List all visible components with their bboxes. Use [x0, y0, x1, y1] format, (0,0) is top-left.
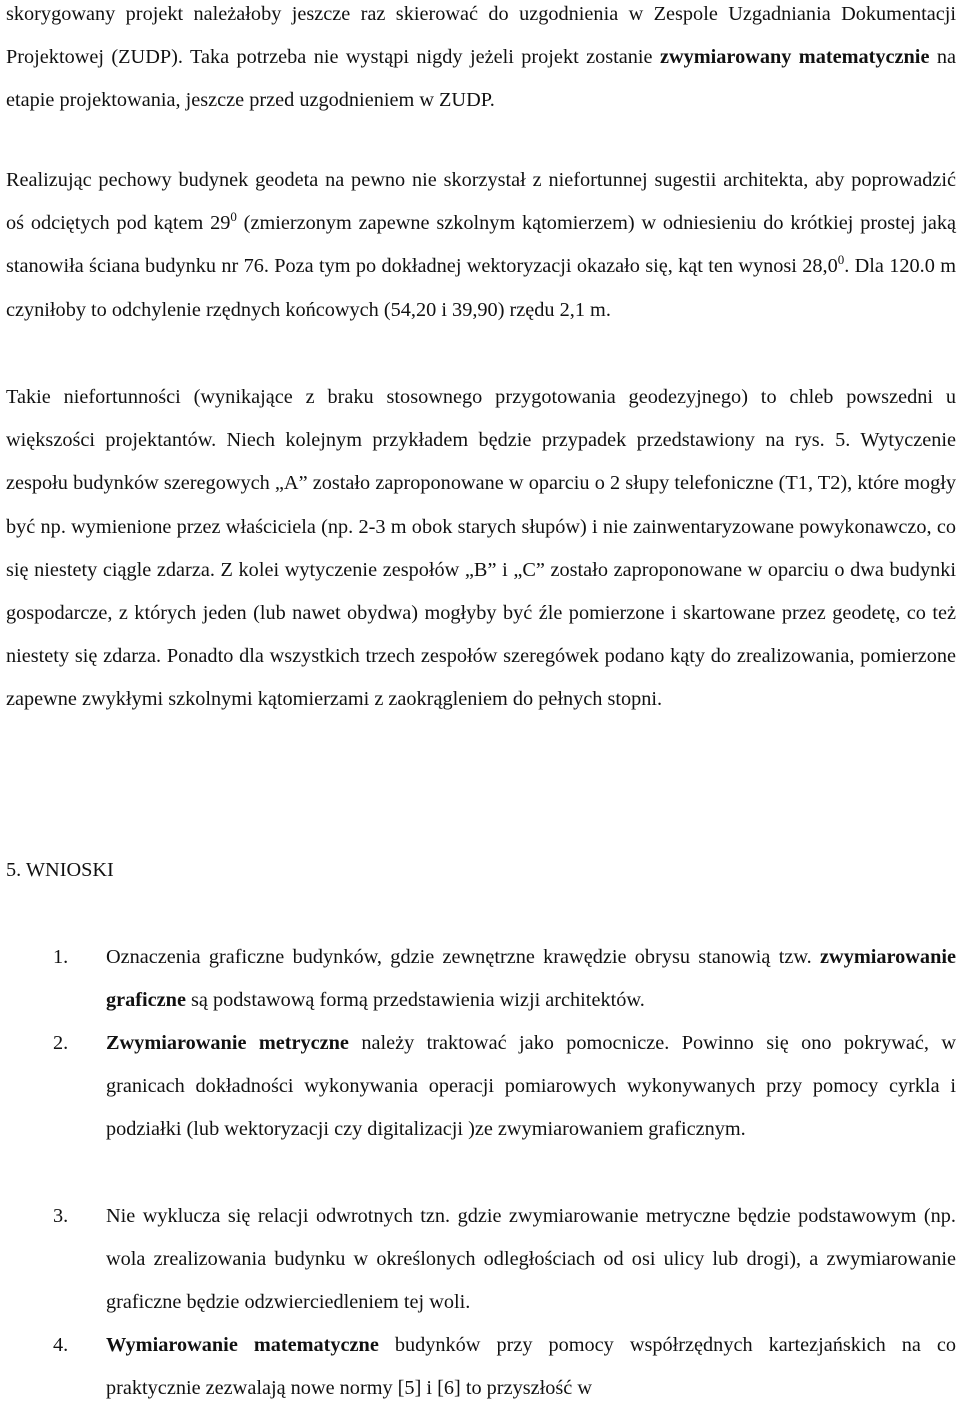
text-span: . Dla 120.0 m czyniłoby to odchylenie rzędnych końcowych (54,20 i 39,90) rzędu 2,1 m.: [6, 255, 956, 321]
conclusions-list: [0, 936, 960, 1410]
list-item: [0, 1022, 960, 1195]
text-span: Nie wyklucza się relacji odwrotnych tzn. gdzie zwymiarowanie metryczne będzie podstawowym (np. wola zrealizowania budynku w określonych odległościach od osi ulicy lub drogi), a zwymiarowanie graficzne będzie odzwierciedleniem tej woli.: [106, 1205, 956, 1314]
paragraph-zudp: [6, 0, 956, 123]
text-span: są podstawową formą przedstawienia wizji architektów.: [185, 989, 645, 1012]
list-item: [0, 936, 960, 1022]
bold-term: Wymiarowanie matematyczne: [106, 1334, 379, 1356]
list-item-number: 4.: [53, 1334, 69, 1356]
list-item-number: 2.: [53, 1032, 69, 1054]
text-span: skorygowany projekt należałoby jeszcze raz skierować do uzgodnienia w Zespole Uzgadniania Dokumentacji Projektowej (ZUDP). Taka potrzeba nie wystąpi nigdy jeżeli projekt zostanie: [6, 3, 956, 69]
text-span: budynków przy pomocy współrzędnych kartezjańskich na co praktycznie zezwalają nowe normy [5] i [6] to przyszłość w: [106, 1334, 956, 1400]
list-item: [0, 1324, 960, 1410]
bold-term: zwymiarowany matematycznie: [659, 46, 930, 69]
paragraph-misfortunes: Takie niefortunności (wynikające z braku stosownego przygotowania geodezyjnego) to chleb powszedni u większości projektantów. Niech kolejnym przykładem będzie przypadek przedstawiony na rys. 5. Wytyczenie zespołu budynków szeregowych „A” zostało zaproponowane w oparciu o 2 słupy telefoniczne (T1, T2), które mogły być np. wymienione przez właściciela (np. 2-3 m obok starych słupów) i nie zainwentaryzowane powykonawczo, co się niestety ciągle zdarza. Z kolei wytyczenie zespołów „B” i „C” zostało zaproponowane w oparciu o dwa budynki gospodarcze, z których jeden (lub nawet obydwa) mogłyby być źle pomierzone i skartowane przez geodetę, co też niestety się zdarza. Ponadto dla wszystkich trzech zespołów szeregówek podano kąty do zrealizowania, pomierzone zapewne zwykłymi szkolnymi kątomierzami z zaokrągleniem do pełnych stopni.: [6, 386, 956, 711]
list-item-number: 3.: [53, 1205, 69, 1227]
text-span: na etapie projektowania, jeszcze przed uzgodnieniem w ZUDP.: [6, 46, 956, 112]
paragraph-building-realization: [6, 159, 956, 332]
text-span: należy traktować jako pomocnicze. Powinno się ono pokrywać, w granicach dokładności wykonywania operacji pomiarowych wykonywanych przy pomocy cyrkla i podziałki (lub wektoryzacji czy digitalizacji )ze zwymiarowaniem graficznym.: [106, 1032, 956, 1141]
list-item: [0, 1195, 960, 1324]
degree-superscript: 0: [230, 209, 237, 225]
bold-term: zwymiarowanie graficzne: [106, 946, 956, 1012]
text-span: (zmierzonym zapewne szkolnym kątomierzem) w odniesieniu do krótkiej prostej jaką stanowiła ściana budynku nr 76. Poza tym po dokładnej wektoryzacji okazało się, kąt ten wynosi 28,0: [6, 212, 956, 278]
text-span: Realizując pechowy budynek geodeta na pewno nie skorzystał z niefortunnej sugestii architekta, aby poprowadzić oś odciętych pod kątem 29: [6, 169, 956, 235]
section-heading: 5. WNIOSKI: [6, 859, 114, 881]
degree-superscript: 0: [837, 252, 845, 268]
list-item-number: 1.: [53, 946, 69, 968]
bold-term: Zwymiarowanie metryczne: [106, 1032, 349, 1054]
text-span: Oznaczenia graficzne budynków, gdzie zewnętrzne krawędzie obrysu stanowią tzw.: [106, 946, 821, 968]
